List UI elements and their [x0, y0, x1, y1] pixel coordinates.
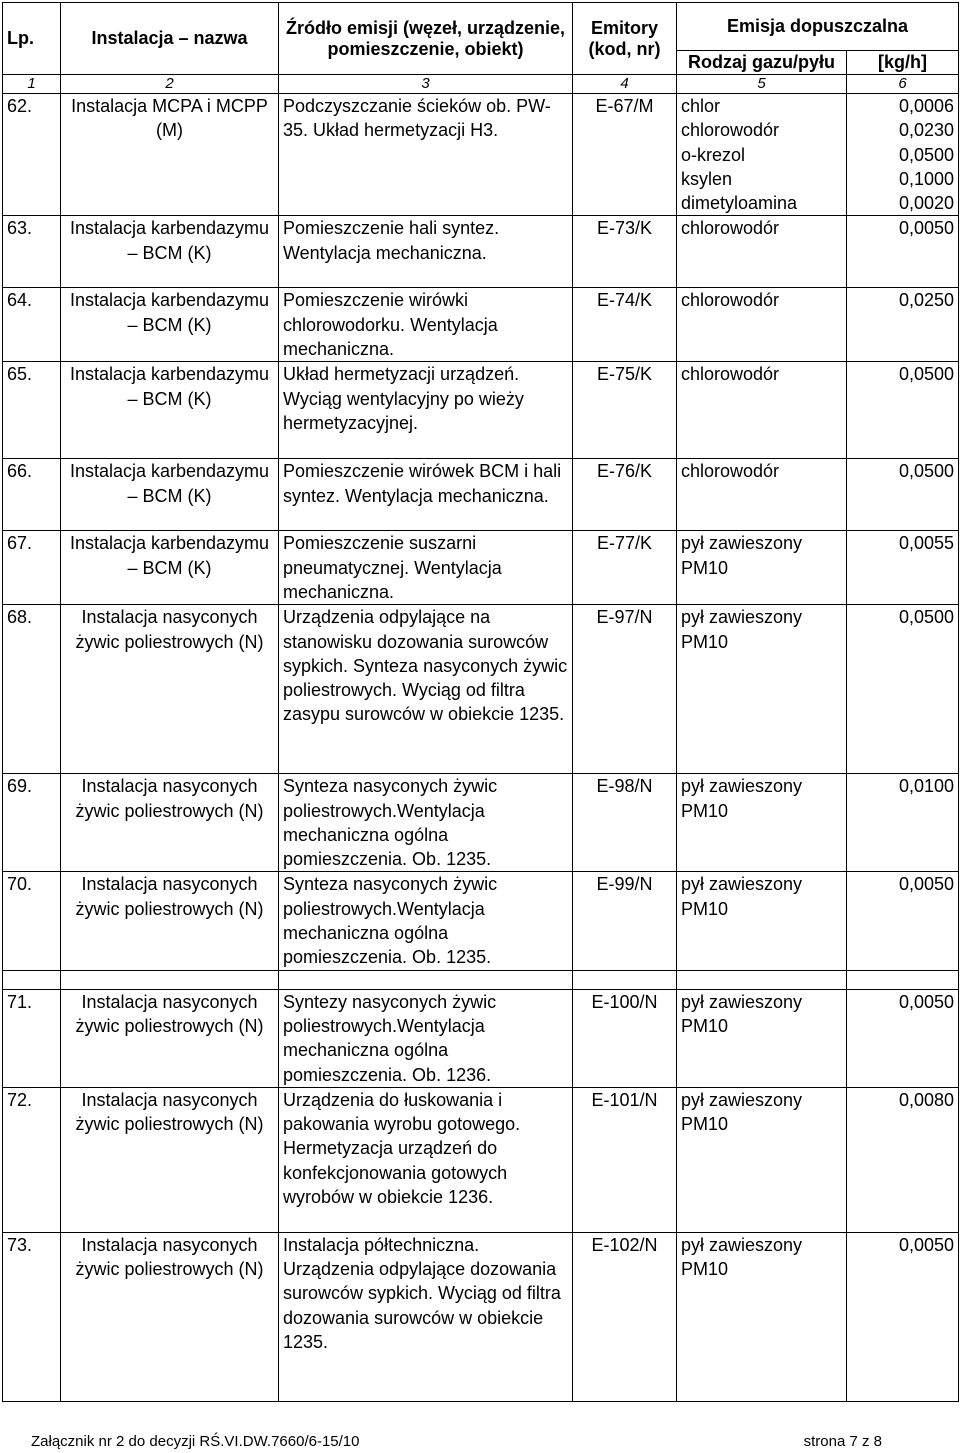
- gas-type-cell: [677, 605, 847, 774]
- emission-value: 0,0250: [898, 290, 954, 311]
- header-unit: [kg/h]: [847, 51, 959, 75]
- header-lp: Lp.: [3, 3, 61, 75]
- emission-value: 0,0100: [898, 776, 954, 797]
- col-num: 4: [573, 75, 677, 94]
- emission-source: Syntezy nasyconych żywic poliestrowych.Wentylacja mechaniczna ogólna pomieszczenia. Ob. 1236.: [279, 989, 573, 1087]
- emission-value: 0,0230: [898, 120, 954, 141]
- emission-value-cell: [847, 872, 959, 970]
- gas-name: pył zawieszony PM10: [681, 1089, 803, 1135]
- gas-name: chlorowodór: [681, 120, 780, 141]
- gas-name: pył zawieszony PM10: [681, 533, 803, 578]
- col-num: 1: [3, 75, 61, 94]
- emitter-code: E-102/N: [573, 1232, 677, 1401]
- gas-name: dimetyloamina: [681, 193, 798, 214]
- gas-name: pył zawieszony PM10: [681, 776, 803, 821]
- installation-name: Instalacja nasyconych żywic poliestrowych (N): [61, 1232, 279, 1401]
- installation-name: Instalacja karbendazymu – BCM (K): [61, 216, 279, 288]
- installation-name: Instalacja karbendazymu – BCM (K): [61, 531, 279, 605]
- emission-value: 0,0050: [898, 874, 954, 895]
- emission-source: Synteza nasyconych żywic poliestrowych.Wentylacja mechaniczna ogólna pomieszczenia. Ob. 1235.: [279, 774, 573, 872]
- row-number: 66.: [3, 459, 61, 531]
- gas-type-cell: [677, 989, 847, 1087]
- installation-name: Instalacja karbendazymu – BCM (K): [61, 288, 279, 362]
- page-break-row: [3, 970, 959, 989]
- installation-name: Instalacja MCPA i MCPP (M): [61, 94, 279, 216]
- gas-type-cell: [677, 1087, 847, 1232]
- emission-value-cell: [847, 531, 959, 605]
- row-number: 69.: [3, 774, 61, 872]
- emitter-code: E-67/M: [573, 94, 677, 216]
- row-number: 62.: [3, 94, 61, 216]
- emission-value: 0,0080: [898, 1089, 954, 1110]
- emitter-code: E-98/N: [573, 774, 677, 872]
- installation-name: Instalacja karbendazymu – BCM (K): [61, 459, 279, 531]
- emission-value-cell: [847, 362, 959, 459]
- header-source: Źródło emisji (węzeł, urządzenie, pomieszczenie, obiekt): [279, 3, 573, 75]
- emission-source: Podczyszczanie ścieków ob. PW-35. Układ hermetyzacji H3.: [279, 94, 573, 216]
- emission-source: Pomieszczenie hali syntez. Wentylacja mechaniczna.: [279, 216, 573, 288]
- gas-name: pył zawieszony PM10: [681, 607, 803, 652]
- col-num: 5: [677, 75, 847, 94]
- emission-value: 0,0055: [898, 533, 954, 554]
- installation-name: Instalacja nasyconych żywic poliestrowych (N): [61, 774, 279, 872]
- gas-type-cell: [677, 362, 847, 459]
- emission-value-cell: [847, 216, 959, 288]
- row-number: 73.: [3, 1232, 61, 1401]
- emitter-code: E-74/K: [573, 288, 677, 362]
- table-row: [3, 216, 959, 288]
- installation-name: Instalacja nasyconych żywic poliestrowych (N): [61, 989, 279, 1087]
- emission-value: 0,0500: [898, 144, 954, 165]
- gas-type-cell: [677, 216, 847, 288]
- emitter-code: E-101/N: [573, 1087, 677, 1232]
- gas-type-cell: [677, 531, 847, 605]
- gas-name: chlorowodór: [681, 461, 780, 482]
- footer-page-number: strona 7 z 8: [803, 1433, 882, 1450]
- row-number: 71.: [3, 989, 61, 1087]
- row-number: 67.: [3, 531, 61, 605]
- installation-name: Instalacja nasyconych żywic poliestrowych (N): [61, 1087, 279, 1232]
- emission-source: Pomieszczenie wirówki chlorowodorku. Wentylacja mechaniczna.: [279, 288, 573, 362]
- header-gas-type: Rodzaj gazu/pyłu: [677, 51, 847, 75]
- gas-name: chlorowodór: [681, 364, 780, 385]
- emission-value-cell: [847, 1232, 959, 1401]
- emission-value: 0,0500: [898, 461, 954, 482]
- installation-name: Instalacja nasyconych żywic poliestrowych (N): [61, 872, 279, 970]
- row-number: 63.: [3, 216, 61, 288]
- gas-name: chlorowodór: [681, 218, 780, 239]
- emission-value: 0,0050: [898, 1234, 954, 1255]
- table-row: [3, 531, 959, 605]
- gas-name: chlor: [681, 96, 721, 116]
- footer-attachment-ref: Załącznik nr 2 do decyzji RŚ.VI.DW.7660/6-15/10: [31, 1433, 360, 1450]
- emitter-code: E-97/N: [573, 605, 677, 774]
- emitter-code: E-76/K: [573, 459, 677, 531]
- emission-value-cell: [847, 605, 959, 774]
- gas-type-cell: [677, 774, 847, 872]
- table-row: [3, 1232, 959, 1401]
- col-num: 6: [847, 75, 959, 94]
- emission-source: Pomieszczenie suszarni pneumatycznej. Wentylacja mechaniczna.: [279, 531, 573, 605]
- table-row: [3, 605, 959, 774]
- emission-source: Instalacja półtechniczna. Urządzenia odpylające dozowania surowców sypkich. Wyciąg od filtra dozowania surowców w obiekcie 1235.: [279, 1232, 573, 1401]
- emission-value-cell: [847, 774, 959, 872]
- emission-value-cell: [847, 1087, 959, 1232]
- emission-source: Urządzenia do łuskowania i pakowania wyrobu gotowego. Hermetyzacja urządzeń do konfekcjonowania gotowych wyrobów w obiekcie 1236.: [279, 1087, 573, 1232]
- table-row: [3, 989, 959, 1087]
- table-row: [3, 774, 959, 872]
- page-footer: [0, 1433, 960, 1453]
- emission-value: 0,0500: [898, 364, 954, 385]
- table-body: [3, 94, 959, 1402]
- col-num: 3: [279, 75, 573, 94]
- table-row: [3, 94, 959, 216]
- row-number: 68.: [3, 605, 61, 774]
- table-row: [3, 872, 959, 970]
- gas-name: pył zawieszony PM10: [681, 874, 803, 919]
- gas-name: pył zawieszony PM10: [681, 1234, 803, 1280]
- emission-value-cell: [847, 459, 959, 531]
- emission-source: Układ hermetyzacji urządzeń. Wyciąg wentylacyjny po wieży hermetyzacyjnej.: [279, 362, 573, 459]
- emitter-code: E-100/N: [573, 989, 677, 1087]
- emission-value-cell: [847, 94, 959, 216]
- installation-name: Instalacja nasyconych żywic poliestrowych (N): [61, 605, 279, 774]
- gas-type-cell: [677, 872, 847, 970]
- emission-source: Synteza nasyconych żywic poliestrowych.Wentylacja mechaniczna ogólna pomieszczenia. Ob. 1235.: [279, 872, 573, 970]
- col-num: 2: [61, 75, 279, 94]
- emission-source: Urządzenia odpylające na stanowisku dozowania surowców sypkich. Synteza nasyconych żywic poliestrowych. Wyciąg od filtra zasypu surowców w obiekcie 1235.: [279, 605, 573, 774]
- emitter-code: E-77/K: [573, 531, 677, 605]
- emission-value: 0,0050: [898, 218, 954, 239]
- emission-value: 0,0020: [898, 193, 954, 214]
- row-number: 64.: [3, 288, 61, 362]
- emission-value: 0,0050: [898, 991, 954, 1012]
- gas-type-cell: [677, 1232, 847, 1401]
- emitter-code: E-73/K: [573, 216, 677, 288]
- emission-value: 0,0500: [898, 607, 954, 628]
- table-row: [3, 288, 959, 362]
- row-number: 70.: [3, 872, 61, 970]
- emitter-code: E-75/K: [573, 362, 677, 459]
- gas-type-cell: [677, 459, 847, 531]
- gas-name: chlorowodór: [681, 290, 780, 311]
- emitter-code: E-99/N: [573, 872, 677, 970]
- header-installation: Instalacja – nazwa: [61, 3, 279, 75]
- emission-value: 0,0006: [898, 96, 954, 116]
- row-number: 72.: [3, 1087, 61, 1232]
- emission-value-cell: [847, 288, 959, 362]
- emission-value-cell: [847, 989, 959, 1087]
- emission-source: Pomieszczenie wirówek BCM i hali syntez. Wentylacja mechaniczna.: [279, 459, 573, 531]
- table-row: [3, 362, 959, 459]
- gas-name: ksylen: [681, 168, 733, 189]
- row-number: 65.: [3, 362, 61, 459]
- emissions-table: [2, 2, 959, 1402]
- table-row: [3, 459, 959, 531]
- header-emitters: Emitory (kod, nr): [573, 3, 677, 75]
- table-row: [3, 1087, 959, 1232]
- gas-type-cell: [677, 94, 847, 216]
- column-numbers-row: [3, 75, 959, 94]
- header-allowed-emission: Emisja dopuszczalna: [677, 3, 959, 51]
- gas-name: o-krezol: [681, 144, 746, 165]
- gas-name: pył zawieszony PM10: [681, 991, 803, 1036]
- emission-value: 0,1000: [898, 168, 954, 189]
- installation-name: Instalacja karbendazymu – BCM (K): [61, 362, 279, 459]
- gas-type-cell: [677, 288, 847, 362]
